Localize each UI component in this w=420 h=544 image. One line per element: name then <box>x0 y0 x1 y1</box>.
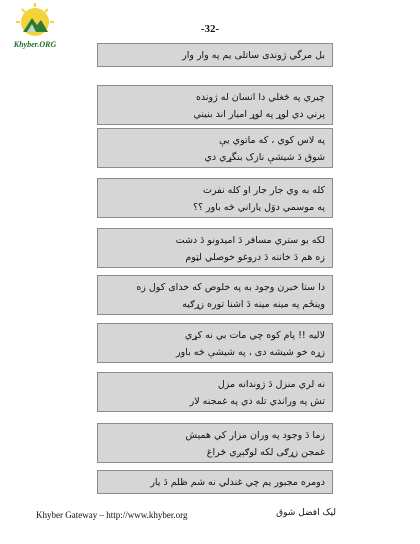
footer-author: ليک افضل شوق <box>276 508 336 518</box>
stanza-line: وينځم په مينه مينه دَ اشنا توره زړګيه <box>182 299 325 310</box>
page-number: -32- <box>200 23 220 35</box>
stanza-box <box>97 275 333 315</box>
stanza-line: په موسمي دوَل ياراني څه باور ؟؟ <box>192 202 325 213</box>
stanza-box <box>97 128 333 168</box>
stanza-line: شوق دَ شيشې نازک بنگړي دي <box>204 152 325 163</box>
stanza-line: بل مرگي ژوندى ساتلى يم په وار وار <box>182 50 325 61</box>
stanza-box <box>97 470 333 494</box>
stanza-box <box>97 372 333 412</box>
stanza-line: لاليه !! پام کوه چي مات بي نه کړي <box>184 330 325 341</box>
footer-source: Khyber Gateway – http://www.khyber.org <box>36 510 188 520</box>
stanza-line: تش په وراندي تله دي په غمجنه لار <box>189 396 325 407</box>
stanza-line: لکه يو ستري مسافر دَ اميدونو دَ دشت <box>175 235 325 246</box>
stanza-box <box>97 423 333 463</box>
stanza-line: زه هم دَ خاننه دَ دروغو خوصلي لټوم <box>185 252 325 263</box>
stanza-line: چيري په څغلي دا انسان له ژونده <box>195 92 325 103</box>
stanza-box <box>97 228 333 268</box>
stanza-line: پرني دي لوړ په لوړ اميار اند بنيني <box>193 109 325 120</box>
stanza-line: دا ستا خبرن وجود به په خلوص که خداى کول زه <box>136 282 325 293</box>
stanza-box <box>97 85 333 125</box>
stanza-box <box>97 323 333 363</box>
stanza-line: زړه خو شيشه دی ، په شيشې څه باور <box>176 347 325 358</box>
stanza-line: کله به وي جار جار او کله نفرت <box>203 185 325 196</box>
stanza-line: په لاس کوي ، که ماتوي يې <box>219 135 325 146</box>
stanza-line: غمجن زړګی لکه لوګېږي څراغ <box>206 447 325 458</box>
stanza-box <box>97 178 333 218</box>
stanza-line: دومره مجبور يم چي غندلي نه شم ظلم دَ يار <box>150 477 325 488</box>
stanza-line: زما دَ وجود په وران مزار کي همېش <box>185 430 325 441</box>
logo-text: Khyber.ORG <box>13 40 57 49</box>
stanza-box <box>97 43 333 67</box>
stanza-line: نه لري منزل دَ ژوندانه مزل <box>217 379 325 390</box>
